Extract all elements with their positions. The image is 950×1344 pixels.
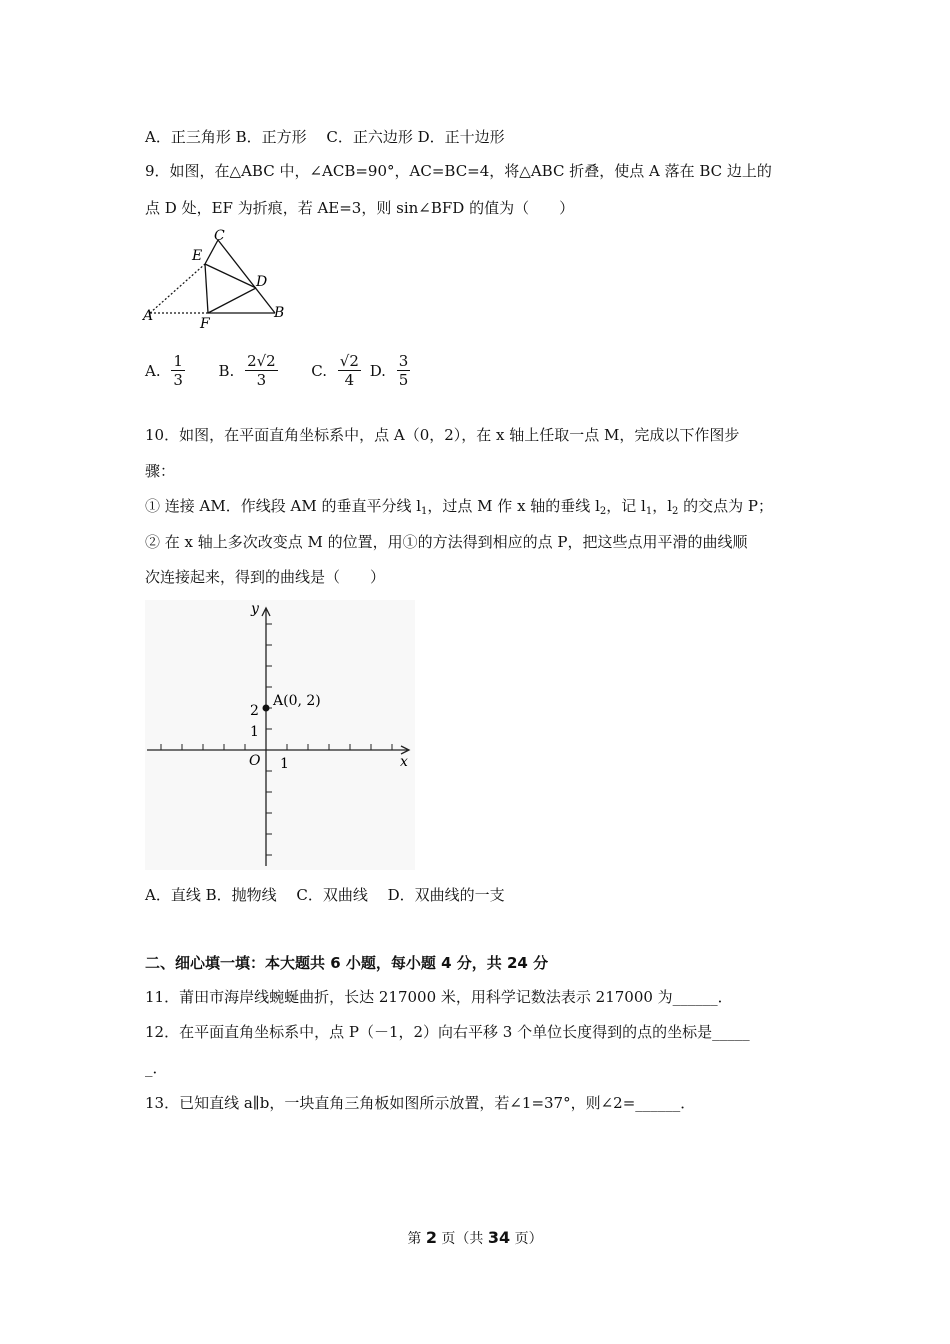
fig-label-d: D <box>256 274 268 290</box>
q8-options: A．正三角形 B．正方形 C．正六边形 D．正十边形 <box>145 128 505 146</box>
q12-line2: _． <box>145 1059 168 1077</box>
section2-heading: 二、细心填一填：本大题共 6 小题，每小题 4 分，共 24 分 <box>145 954 549 972</box>
fig-label-a: A <box>143 308 154 324</box>
q11: 11．莆田市海岸线蜿蜒曲折，长达 217000 米，用科学记数法表示 217000 为______． <box>145 988 733 1006</box>
q12-line1: 12．在平面直角坐标系中，点 P（－1，2）向右平移 3 个单位长度得到的点的坐标是_____ <box>145 1023 750 1041</box>
q9-option-c-label: C. <box>311 361 328 380</box>
fig-label-b: B <box>274 305 285 321</box>
graph-origin-label: O <box>249 753 261 769</box>
q9-option-a-fraction: $\frac{1}{3}$ <box>173 352 183 389</box>
q10-line2: 骤： <box>145 462 176 480</box>
page-footer: 第 2 页（共 34 页） <box>407 1228 543 1247</box>
q9-option-b-fraction: $\frac{2√2}{3}$ <box>247 352 276 389</box>
q9-option-a-label: A. <box>145 361 161 380</box>
q10-line5: 次连接起来，得到的曲线是（ ） <box>145 568 386 586</box>
q9-option-d-label: D. <box>369 361 386 380</box>
q9-line1: 9．如图，在△ABC 中，∠ACB=90°，AC=BC=4，将△ABC 折叠，使点 A 落在 BC 边上的 <box>145 162 772 180</box>
graph-tick1-y-label: 1 <box>250 724 259 740</box>
graph-point-a-label: A(0, 2) <box>273 693 321 709</box>
fig-label-f: F <box>200 316 210 331</box>
q9-option-c-fraction: $\frac{√2}{4}$ <box>339 352 359 389</box>
q9-triangle-figure <box>140 226 300 331</box>
graph-tick1-x-label: 1 <box>280 756 289 772</box>
q10-line4: ② 在 x 轴上多次改变点 M 的位置，用①的方法得到相应的点 P，把这些点用平滑的曲线顺 <box>145 533 748 551</box>
q10-coordinate-graph <box>145 600 415 870</box>
point-a <box>263 705 270 712</box>
fig-label-e: E <box>192 248 203 264</box>
q9-option-b-label: B. <box>218 361 235 380</box>
q10-line1: 10．如图，在平面直角坐标系中，点 A（0，2），在 x 轴上任取一点 M，完成以下作图步 <box>145 426 740 444</box>
graph-x-label: x <box>400 754 408 770</box>
q9-options <box>145 352 414 389</box>
graph-y-label: y <box>251 601 259 617</box>
graph-tick2-y-label: 2 <box>250 703 259 719</box>
q9-option-d-fraction: $\frac{3}{5}$ <box>398 352 409 389</box>
q9-line2: 点 D 处，EF 为折痕，若 AE=3，则 sin∠BFD 的值为（ ） <box>145 199 575 217</box>
q10-options: A．直线 B．抛物线 C．双曲线 D．双曲线的一支 <box>145 886 505 904</box>
q10-line3: ① 连接 AM．作线段 AM 的垂直平分线 $l_1$，过点 M 作 x 轴的垂线 $l_2$，记 $l_1$，$l_2$ 的交点为 P； <box>145 497 774 517</box>
fig-label-c: C <box>214 228 225 244</box>
q13: 13．已知直线 a∥b，一块直角三角板如图所示放置，若∠1=37°，则∠2=______． <box>145 1094 696 1112</box>
